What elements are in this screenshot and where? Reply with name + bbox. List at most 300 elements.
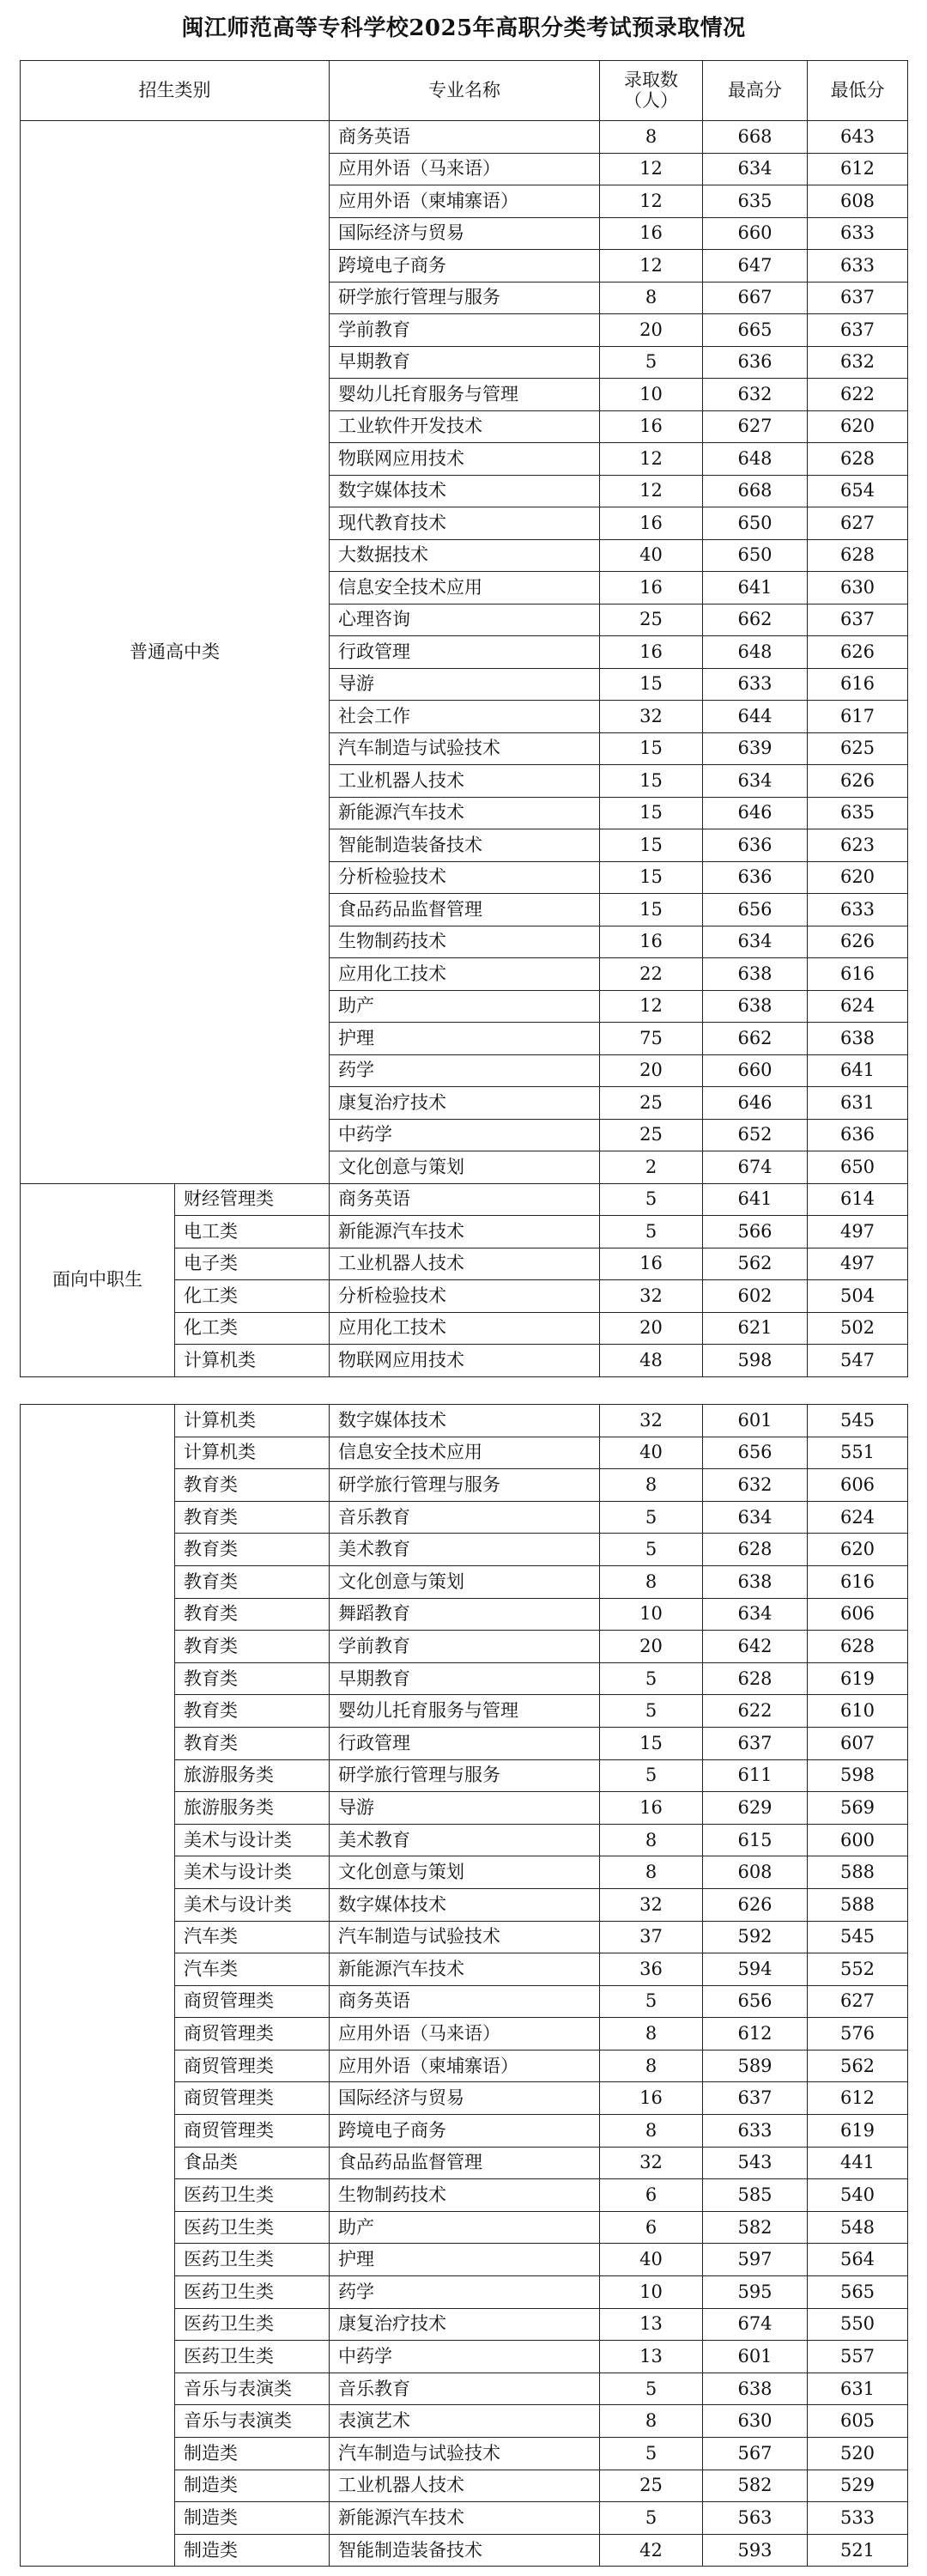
min-score-cell: 497: [808, 1248, 908, 1280]
major-cell: 物联网应用技术: [330, 443, 600, 476]
admitted-count-cell: 8: [600, 282, 703, 314]
major-cell: 新能源汽车技术: [330, 2502, 600, 2535]
major-cell: 国际经济与贸易: [330, 217, 600, 250]
major-cell: 汽车制造与试验技术: [330, 2438, 600, 2470]
max-score-cell: 638: [703, 2372, 808, 2405]
min-score-cell: 521: [808, 2534, 908, 2567]
header-admitted-line1: 录取数: [624, 69, 678, 90]
max-score-cell: 648: [703, 636, 808, 669]
max-score-cell: 628: [703, 1662, 808, 1695]
subcategory-cell: 制造类: [175, 2470, 330, 2502]
subcategory-cell: 电工类: [175, 1216, 330, 1249]
admitted-count-cell: 15: [600, 1727, 703, 1759]
min-score-cell: 616: [808, 958, 908, 991]
max-score-cell: 634: [703, 765, 808, 798]
min-score-cell: 502: [808, 1312, 908, 1345]
admitted-count-cell: 8: [600, 1565, 703, 1598]
header-admitted-line2: （人）: [624, 89, 678, 111]
admitted-count-cell: 5: [600, 1695, 703, 1728]
header-category: 招生类别: [21, 61, 330, 121]
max-score-cell: 622: [703, 1695, 808, 1728]
major-cell: 表演艺术: [330, 2405, 600, 2438]
max-score-cell: 595: [703, 2276, 808, 2309]
header-max: 最高分: [703, 61, 808, 121]
max-score-cell: 665: [703, 314, 808, 347]
major-cell: 学前教育: [330, 1631, 600, 1663]
major-cell: 心理咨询: [330, 604, 600, 636]
admitted-count-cell: 8: [600, 1824, 703, 1856]
min-score-cell: 626: [808, 765, 908, 798]
admitted-count-cell: 15: [600, 797, 703, 829]
major-cell: 数字媒体技术: [330, 1405, 600, 1437]
admitted-count-cell: 5: [600, 1985, 703, 2018]
min-score-cell: 636: [808, 1119, 908, 1151]
min-score-cell: 626: [808, 926, 908, 958]
major-cell: 汽车制造与试验技术: [330, 732, 600, 765]
subcategory-cell: 教育类: [175, 1662, 330, 1695]
min-score-cell: 612: [808, 2082, 908, 2115]
min-score-cell: 650: [808, 1151, 908, 1184]
max-score-cell: 648: [703, 443, 808, 476]
admitted-count-cell: 36: [600, 1953, 703, 1986]
admitted-count-cell: 37: [600, 1921, 703, 1953]
subcategory-cell: 制造类: [175, 2502, 330, 2535]
subcategory-cell: 美术与设计类: [175, 1824, 330, 1856]
admitted-count-cell: 12: [600, 185, 703, 218]
admitted-count-cell: 5: [600, 1662, 703, 1695]
min-score-cell: 635: [808, 797, 908, 829]
min-score-cell: 533: [808, 2502, 908, 2535]
major-cell: 工业机器人技术: [330, 2470, 600, 2502]
min-score-cell: 547: [808, 1345, 908, 1377]
min-score-cell: 606: [808, 1469, 908, 1502]
major-cell: 行政管理: [330, 1727, 600, 1759]
major-cell: 美术教育: [330, 1824, 600, 1856]
min-score-cell: 622: [808, 379, 908, 411]
admitted-count-cell: 25: [600, 1119, 703, 1151]
max-score-cell: 632: [703, 379, 808, 411]
major-cell: 导游: [330, 1792, 600, 1825]
subcategory-cell: 汽车类: [175, 1921, 330, 1953]
admitted-count-cell: 8: [600, 2018, 703, 2050]
max-score-cell: 667: [703, 282, 808, 314]
admitted-count-cell: 20: [600, 1054, 703, 1087]
admitted-count-cell: 16: [600, 2082, 703, 2115]
admitted-count-cell: 10: [600, 379, 703, 411]
min-score-cell: 606: [808, 1598, 908, 1631]
max-score-cell: 639: [703, 732, 808, 765]
admitted-count-cell: 32: [600, 701, 703, 733]
min-score-cell: 628: [808, 1631, 908, 1663]
admitted-count-cell: 42: [600, 2534, 703, 2567]
max-score-cell: 668: [703, 475, 808, 507]
max-score-cell: 674: [703, 2308, 808, 2341]
major-cell: 分析检验技术: [330, 861, 600, 894]
subcategory-cell: 医药卫生类: [175, 2341, 330, 2373]
major-cell: 商务英语: [330, 1985, 600, 2018]
major-cell: 护理: [330, 1023, 600, 1055]
page-title: 闽江师范高等专科学校2025年高职分类考试预录取情况: [181, 15, 746, 41]
max-score-cell: 612: [703, 2018, 808, 2050]
major-cell: 应用外语（马来语）: [330, 153, 600, 185]
min-score-cell: 620: [808, 410, 908, 443]
major-cell: 跨境电子商务: [330, 250, 600, 283]
max-score-cell: 638: [703, 990, 808, 1023]
min-score-cell: 614: [808, 1183, 908, 1216]
major-cell: 数字媒体技术: [330, 1888, 600, 1921]
max-score-cell: 656: [703, 1985, 808, 2018]
major-cell: 跨境电子商务: [330, 2115, 600, 2148]
max-score-cell: 566: [703, 1216, 808, 1249]
min-score-cell: 627: [808, 1985, 908, 2018]
major-cell: 舞蹈教育: [330, 1598, 600, 1631]
admitted-count-cell: 5: [600, 2438, 703, 2470]
major-cell: 早期教育: [330, 346, 600, 379]
major-cell: 工业机器人技术: [330, 765, 600, 798]
category-cell: 面向中职生: [21, 1183, 175, 1376]
table-row: [21, 1183, 908, 1216]
major-cell: 大数据技术: [330, 539, 600, 572]
max-score-cell: 635: [703, 185, 808, 218]
max-score-cell: 636: [703, 829, 808, 862]
major-cell: 新能源汽车技术: [330, 797, 600, 829]
major-cell: 研学旅行管理与服务: [330, 1469, 600, 1502]
max-score-cell: 644: [703, 701, 808, 733]
admitted-count-cell: 22: [600, 958, 703, 991]
min-score-cell: 562: [808, 2050, 908, 2082]
max-score-cell: 627: [703, 410, 808, 443]
max-score-cell: 543: [703, 2147, 808, 2179]
admitted-count-cell: 8: [600, 1856, 703, 1889]
min-score-cell: 545: [808, 1921, 908, 1953]
max-score-cell: 641: [703, 572, 808, 605]
major-cell: 文化创意与策划: [330, 1856, 600, 1889]
subcategory-cell: 食品类: [175, 2147, 330, 2179]
table-row: [21, 121, 908, 154]
major-cell: 工业软件开发技术: [330, 410, 600, 443]
max-score-cell: 656: [703, 894, 808, 927]
max-score-cell: 633: [703, 668, 808, 701]
min-score-cell: 610: [808, 1695, 908, 1728]
major-cell: 物联网应用技术: [330, 1345, 600, 1377]
admission-table-part2: [20, 1404, 908, 2567]
min-score-cell: 588: [808, 1856, 908, 1889]
major-cell: 导游: [330, 668, 600, 701]
admitted-count-cell: 12: [600, 250, 703, 283]
major-cell: 婴幼儿托育服务与管理: [330, 1695, 600, 1728]
admitted-count-cell: 6: [600, 2211, 703, 2244]
min-score-cell: 624: [808, 1501, 908, 1534]
min-score-cell: 625: [808, 732, 908, 765]
max-score-cell: 593: [703, 2534, 808, 2567]
category-cell-empty: [21, 1405, 175, 2567]
min-score-cell: 600: [808, 1824, 908, 1856]
admitted-count-cell: 16: [600, 926, 703, 958]
subcategory-cell: 汽车类: [175, 1953, 330, 1986]
max-score-cell: 637: [703, 2082, 808, 2115]
subcategory-cell: 美术与设计类: [175, 1856, 330, 1889]
min-score-cell: 617: [808, 701, 908, 733]
subcategory-cell: 音乐与表演类: [175, 2372, 330, 2405]
admitted-count-cell: 40: [600, 1437, 703, 1469]
major-cell: 社会工作: [330, 701, 600, 733]
min-score-cell: 540: [808, 2179, 908, 2212]
max-score-cell: 637: [703, 1727, 808, 1759]
major-cell: 分析检验技术: [330, 1280, 600, 1313]
major-cell: 应用外语（柬埔寨语）: [330, 185, 600, 218]
subcategory-cell: 医药卫生类: [175, 2308, 330, 2341]
subcategory-cell: 教育类: [175, 1565, 330, 1598]
major-cell: 音乐教育: [330, 2372, 600, 2405]
max-score-cell: 660: [703, 1054, 808, 1087]
max-score-cell: 656: [703, 1437, 808, 1469]
admitted-count-cell: 15: [600, 668, 703, 701]
major-cell: 智能制造装备技术: [330, 829, 600, 862]
admitted-count-cell: 15: [600, 732, 703, 765]
admitted-count-cell: 32: [600, 2147, 703, 2179]
admitted-count-cell: 16: [600, 572, 703, 605]
min-score-cell: 552: [808, 1953, 908, 1986]
admitted-count-cell: 32: [600, 1280, 703, 1313]
admitted-count-cell: 13: [600, 2308, 703, 2341]
admitted-count-cell: 5: [600, 346, 703, 379]
subcategory-cell: 医药卫生类: [175, 2244, 330, 2276]
admitted-count-cell: 40: [600, 539, 703, 572]
min-score-cell: 624: [808, 990, 908, 1023]
subcategory-cell: 制造类: [175, 2438, 330, 2470]
subcategory-cell: 商贸管理类: [175, 2115, 330, 2148]
subcategory-cell: 计算机类: [175, 1405, 330, 1437]
admitted-count-cell: 5: [600, 1501, 703, 1534]
min-score-cell: 550: [808, 2308, 908, 2341]
major-cell: 药学: [330, 2276, 600, 2309]
admitted-count-cell: 5: [600, 1183, 703, 1216]
admitted-count-cell: 32: [600, 1888, 703, 1921]
max-score-cell: 562: [703, 1248, 808, 1280]
subcategory-cell: 电子类: [175, 1248, 330, 1280]
max-score-cell: 650: [703, 539, 808, 572]
subcategory-cell: 计算机类: [175, 1345, 330, 1377]
admitted-count-cell: 5: [600, 1534, 703, 1566]
major-cell: 学前教育: [330, 314, 600, 347]
major-cell: 现代教育技术: [330, 507, 600, 540]
subcategory-cell: 商贸管理类: [175, 2018, 330, 2050]
max-score-cell: 662: [703, 1023, 808, 1055]
subcategory-cell: 教育类: [175, 1598, 330, 1631]
major-cell: 国际经济与贸易: [330, 2082, 600, 2115]
max-score-cell: 621: [703, 1312, 808, 1345]
min-score-cell: 643: [808, 121, 908, 154]
admitted-count-cell: 6: [600, 2179, 703, 2212]
major-cell: 婴幼儿托育服务与管理: [330, 379, 600, 411]
max-score-cell: 597: [703, 2244, 808, 2276]
major-cell: 护理: [330, 2244, 600, 2276]
min-score-cell: 607: [808, 1727, 908, 1759]
admitted-count-cell: 16: [600, 217, 703, 250]
subcategory-cell: 商贸管理类: [175, 2050, 330, 2082]
admitted-count-cell: 20: [600, 1312, 703, 1345]
min-score-cell: 576: [808, 2018, 908, 2050]
subcategory-cell: 美术与设计类: [175, 1888, 330, 1921]
major-cell: 新能源汽车技术: [330, 1953, 600, 1986]
min-score-cell: 548: [808, 2211, 908, 2244]
min-score-cell: 626: [808, 636, 908, 669]
max-score-cell: 630: [703, 2405, 808, 2438]
admitted-count-cell: 20: [600, 1631, 703, 1663]
max-score-cell: 650: [703, 507, 808, 540]
admitted-count-cell: 15: [600, 894, 703, 927]
major-cell: 中药学: [330, 2341, 600, 2373]
major-cell: 商务英语: [330, 121, 600, 154]
max-score-cell: 646: [703, 797, 808, 829]
admitted-count-cell: 12: [600, 153, 703, 185]
major-cell: 早期教育: [330, 1662, 600, 1695]
section-general-high-school: [21, 121, 908, 1184]
admitted-count-cell: 15: [600, 861, 703, 894]
max-score-cell: 638: [703, 1565, 808, 1598]
major-cell: 应用化工技术: [330, 1312, 600, 1345]
min-score-cell: 628: [808, 443, 908, 476]
admitted-count-cell: 25: [600, 604, 703, 636]
subcategory-cell: 教育类: [175, 1631, 330, 1663]
min-score-cell: 564: [808, 2244, 908, 2276]
major-cell: 数字媒体技术: [330, 475, 600, 507]
max-score-cell: 641: [703, 1183, 808, 1216]
max-score-cell: 601: [703, 2341, 808, 2373]
max-score-cell: 652: [703, 1119, 808, 1151]
max-score-cell: 582: [703, 2211, 808, 2244]
admitted-count-cell: 16: [600, 636, 703, 669]
max-score-cell: 628: [703, 1534, 808, 1566]
admitted-count-cell: 75: [600, 1023, 703, 1055]
max-score-cell: 633: [703, 2115, 808, 2148]
section-vocational-continued: [21, 1405, 908, 2567]
subcategory-cell: 计算机类: [175, 1437, 330, 1469]
header-row: [21, 61, 908, 121]
major-cell: 美术教育: [330, 1534, 600, 1566]
header-major: 专业名称: [330, 61, 600, 121]
admitted-count-cell: 5: [600, 2502, 703, 2535]
max-score-cell: 611: [703, 1759, 808, 1792]
admitted-count-cell: 13: [600, 2341, 703, 2373]
major-cell: 食品药品监督管理: [330, 894, 600, 927]
admitted-count-cell: 15: [600, 765, 703, 798]
major-cell: 助产: [330, 990, 600, 1023]
min-score-cell: 631: [808, 1087, 908, 1120]
min-score-cell: 630: [808, 572, 908, 605]
max-score-cell: 601: [703, 1405, 808, 1437]
admitted-count-cell: 10: [600, 1598, 703, 1631]
min-score-cell: 598: [808, 1759, 908, 1792]
min-score-cell: 632: [808, 346, 908, 379]
category-cell: 普通高中类: [21, 121, 330, 1184]
admitted-count-cell: 8: [600, 1469, 703, 1502]
max-score-cell: 634: [703, 1598, 808, 1631]
major-cell: 音乐教育: [330, 1501, 600, 1534]
major-cell: 汽车制造与试验技术: [330, 1921, 600, 1953]
subcategory-cell: 音乐与表演类: [175, 2405, 330, 2438]
min-score-cell: 616: [808, 668, 908, 701]
major-cell: 新能源汽车技术: [330, 1216, 600, 1249]
admitted-count-cell: 5: [600, 1759, 703, 1792]
max-score-cell: 638: [703, 958, 808, 991]
min-score-cell: 620: [808, 861, 908, 894]
major-cell: 生物制药技术: [330, 2179, 600, 2212]
max-score-cell: 567: [703, 2438, 808, 2470]
subcategory-cell: 医药卫生类: [175, 2179, 330, 2212]
min-score-cell: 623: [808, 829, 908, 862]
major-cell: 信息安全技术应用: [330, 1437, 600, 1469]
major-cell: 助产: [330, 2211, 600, 2244]
min-score-cell: 654: [808, 475, 908, 507]
admitted-count-cell: 16: [600, 1792, 703, 1825]
major-cell: 中药学: [330, 1119, 600, 1151]
major-cell: 药学: [330, 1054, 600, 1087]
subcategory-cell: 教育类: [175, 1501, 330, 1534]
min-score-cell: 569: [808, 1792, 908, 1825]
max-score-cell: 594: [703, 1953, 808, 1986]
max-score-cell: 668: [703, 121, 808, 154]
admitted-count-cell: 16: [600, 507, 703, 540]
min-score-cell: 504: [808, 1280, 908, 1313]
admitted-count-cell: 40: [600, 2244, 703, 2276]
min-score-cell: 588: [808, 1888, 908, 1921]
min-score-cell: 551: [808, 1437, 908, 1469]
max-score-cell: 585: [703, 2179, 808, 2212]
admitted-count-cell: 20: [600, 314, 703, 347]
min-score-cell: 529: [808, 2470, 908, 2502]
min-score-cell: 616: [808, 1565, 908, 1598]
max-score-cell: 626: [703, 1888, 808, 1921]
min-score-cell: 441: [808, 2147, 908, 2179]
subcategory-cell: 化工类: [175, 1280, 330, 1313]
major-cell: 商务英语: [330, 1183, 600, 1216]
major-cell: 行政管理: [330, 636, 600, 669]
max-score-cell: 598: [703, 1345, 808, 1377]
section-vocational: [21, 1183, 908, 1376]
min-score-cell: 637: [808, 604, 908, 636]
min-score-cell: 638: [808, 1023, 908, 1055]
major-cell: 工业机器人技术: [330, 1248, 600, 1280]
subcategory-cell: 教育类: [175, 1469, 330, 1502]
max-score-cell: 582: [703, 2470, 808, 2502]
min-score-cell: 641: [808, 1054, 908, 1087]
major-cell: 信息安全技术应用: [330, 572, 600, 605]
min-score-cell: 545: [808, 1405, 908, 1437]
admitted-count-cell: 8: [600, 2050, 703, 2082]
admitted-count-cell: 32: [600, 1405, 703, 1437]
max-score-cell: 634: [703, 1501, 808, 1534]
min-score-cell: 620: [808, 1534, 908, 1566]
min-score-cell: 557: [808, 2341, 908, 2373]
major-cell: 应用外语（马来语）: [330, 2018, 600, 2050]
subcategory-cell: 化工类: [175, 1312, 330, 1345]
admitted-count-cell: 48: [600, 1345, 703, 1377]
admitted-count-cell: 5: [600, 1216, 703, 1249]
min-score-cell: 605: [808, 2405, 908, 2438]
admitted-count-cell: 5: [600, 2372, 703, 2405]
min-score-cell: 633: [808, 217, 908, 250]
max-score-cell: 647: [703, 250, 808, 283]
max-score-cell: 636: [703, 346, 808, 379]
table-row: [21, 1405, 908, 1437]
admitted-count-cell: 12: [600, 990, 703, 1023]
min-score-cell: 608: [808, 185, 908, 218]
admitted-count-cell: 16: [600, 410, 703, 443]
subcategory-cell: 制造类: [175, 2534, 330, 2567]
major-cell: 生物制药技术: [330, 926, 600, 958]
admitted-count-cell: 8: [600, 121, 703, 154]
